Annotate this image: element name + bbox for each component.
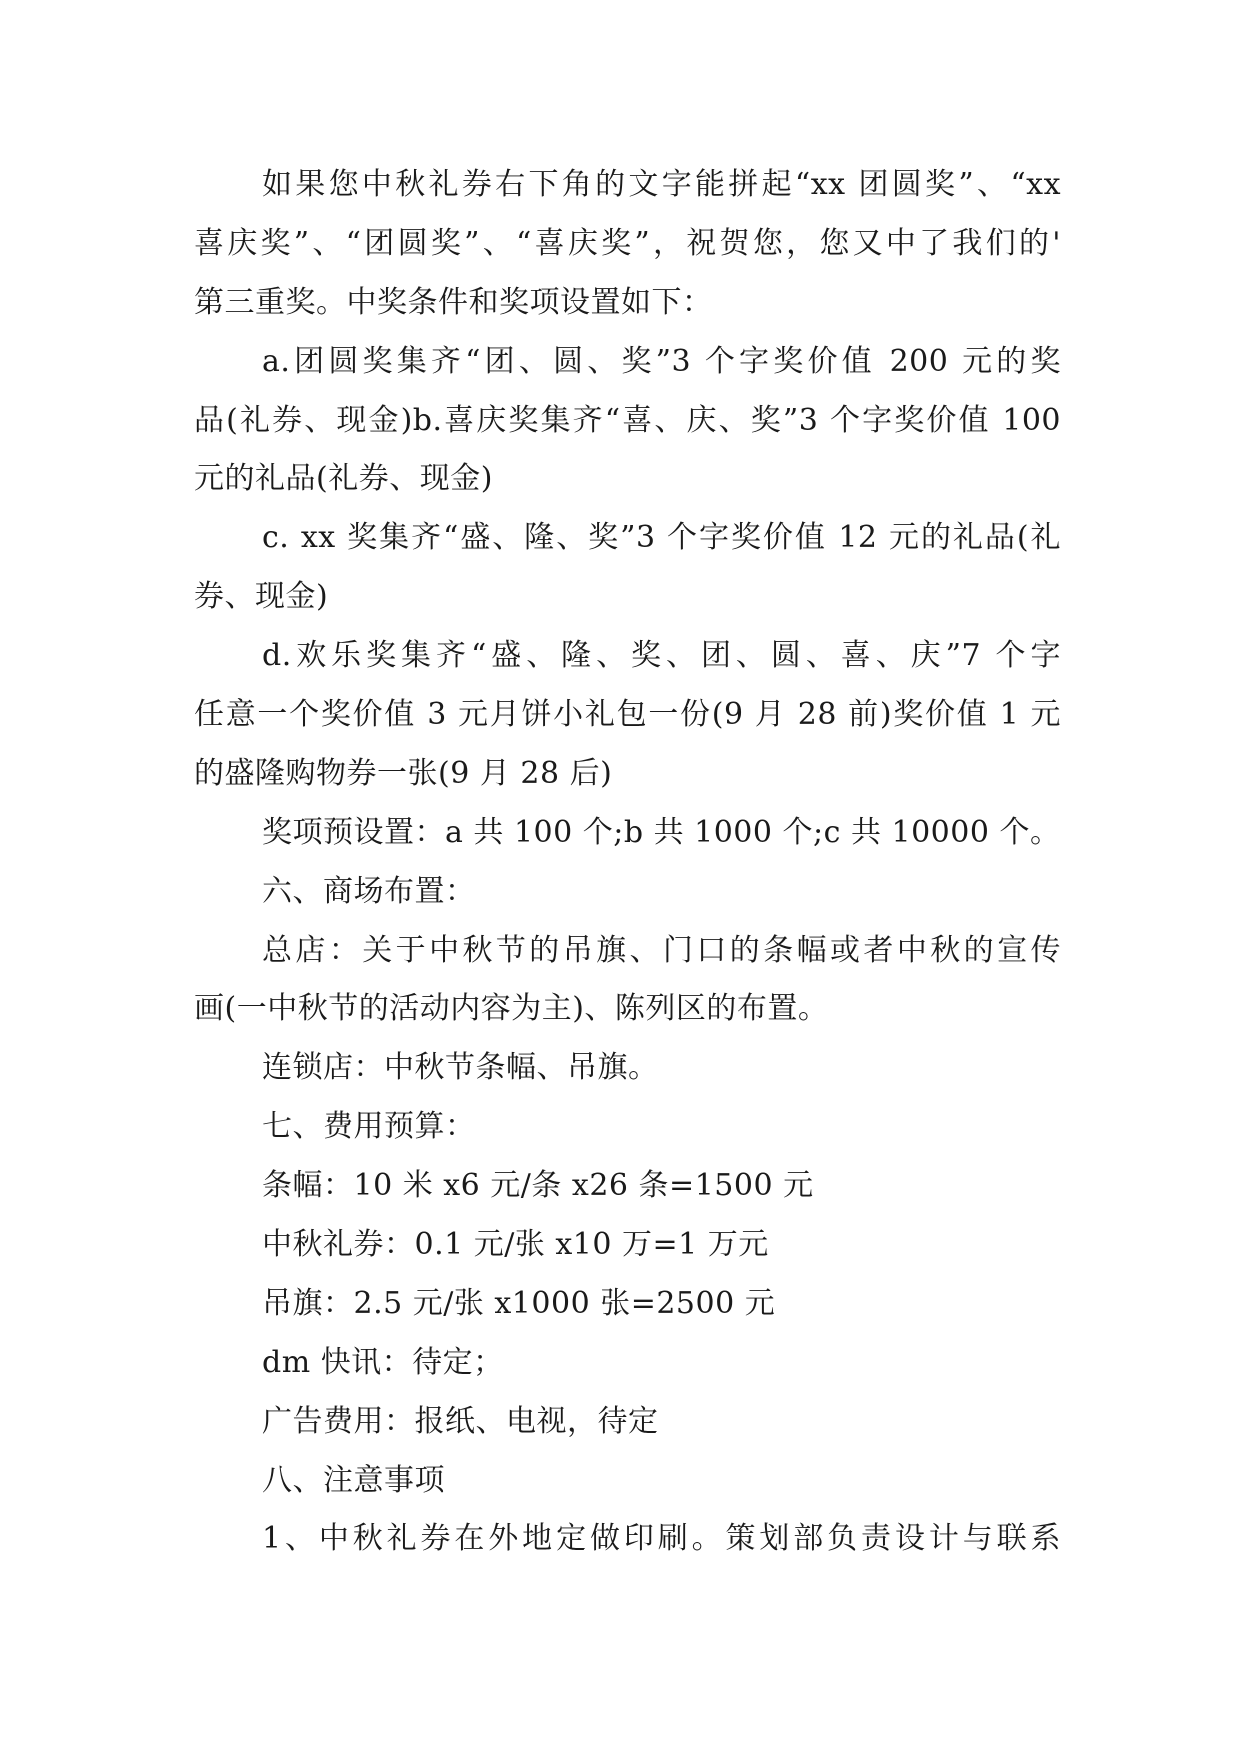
text-line: 任意一个奖价值 3 元月饼小礼包一份(9 月 28 前)奖价值 1 元 <box>194 697 1061 733</box>
text-line: 中秋礼券：0.1 元/张 x10 万=1 万元 <box>262 1227 769 1263</box>
document-body <box>194 156 1061 1569</box>
paragraph-prize-c <box>194 509 1061 627</box>
text-line: 连锁店：中秋节条幅、吊旗。 <box>262 1050 659 1086</box>
text-line: 奖项预设置：a 共 100 个;b 共 1000 个;c 共 10000 个。 <box>262 814 1061 850</box>
text-line: 品(礼券、现金)b.喜庆奖集齐“喜、庆、奖”3 个字奖价值 100 <box>194 402 1061 438</box>
paragraph-chain-store <box>194 1039 1061 1098</box>
text-line: 如果您中秋礼券右下角的文字能拼起“xx 团圆奖”、“xx <box>262 167 1061 202</box>
section-heading: 八、注意事项 <box>262 1462 445 1498</box>
budget-item-voucher <box>194 1216 1061 1275</box>
budget-item-dm <box>194 1334 1061 1393</box>
text-line: 券、现金) <box>194 579 329 615</box>
text-line: 广告费用：报纸、电视，待定 <box>262 1403 659 1439</box>
text-line: a.团圆奖集齐“团、圆、奖”3 个字奖价值 200 元的奖 <box>262 343 1061 379</box>
text-line: 的盛隆购物券一张(9 月 28 后) <box>194 755 613 791</box>
section-heading-notes <box>194 1452 1061 1511</box>
section-heading-layout <box>194 863 1061 922</box>
text-line: d.欢乐奖集齐“盛、隆、奖、团、圆、喜、庆”7 个字 <box>262 638 1061 674</box>
paragraph-prize-a-b <box>194 333 1061 510</box>
text-line: 吊旗：2.5 元/张 x1000 张=2500 元 <box>262 1285 776 1321</box>
text-line: 喜庆奖”、“团圆奖”、“喜庆奖”，祝贺您，您又中了我们的' <box>194 225 1061 261</box>
text-line: 元的礼品(礼券、现金) <box>194 461 493 497</box>
text-line: 第三重奖。中奖条件和奖项设置如下： <box>194 284 713 320</box>
paragraph-prize-d <box>194 627 1061 804</box>
budget-item-banner <box>194 1157 1061 1216</box>
text-line: dm 快讯：待定； <box>262 1344 504 1380</box>
note-item-1 <box>194 1510 1061 1569</box>
budget-item-ads <box>194 1393 1061 1452</box>
section-heading: 六、商场布置： <box>262 873 476 909</box>
text-line: 画(一中秋节的活动内容为主)、陈列区的布置。 <box>194 991 829 1027</box>
paragraph-prize-quantity <box>194 804 1061 863</box>
budget-item-hanging-flag <box>194 1275 1061 1334</box>
text-line: 1、中秋礼券在外地定做印刷。策划部负责设计与联系 <box>262 1521 1061 1557</box>
section-heading-budget <box>194 1098 1061 1157</box>
text-line: 总店：关于中秋节的吊旗、门口的条幅或者中秋的宣传 <box>262 932 1061 968</box>
section-heading: 七、费用预算： <box>262 1109 476 1145</box>
text-line: c. xx 奖集齐“盛、隆、奖”3 个字奖价值 12 元的礼品(礼 <box>262 520 1061 556</box>
paragraph-main-store <box>194 922 1061 1040</box>
paragraph-prize-third <box>194 156 1061 333</box>
text-line: 条幅：10 米 x6 元/条 x26 条=1500 元 <box>262 1168 814 1204</box>
